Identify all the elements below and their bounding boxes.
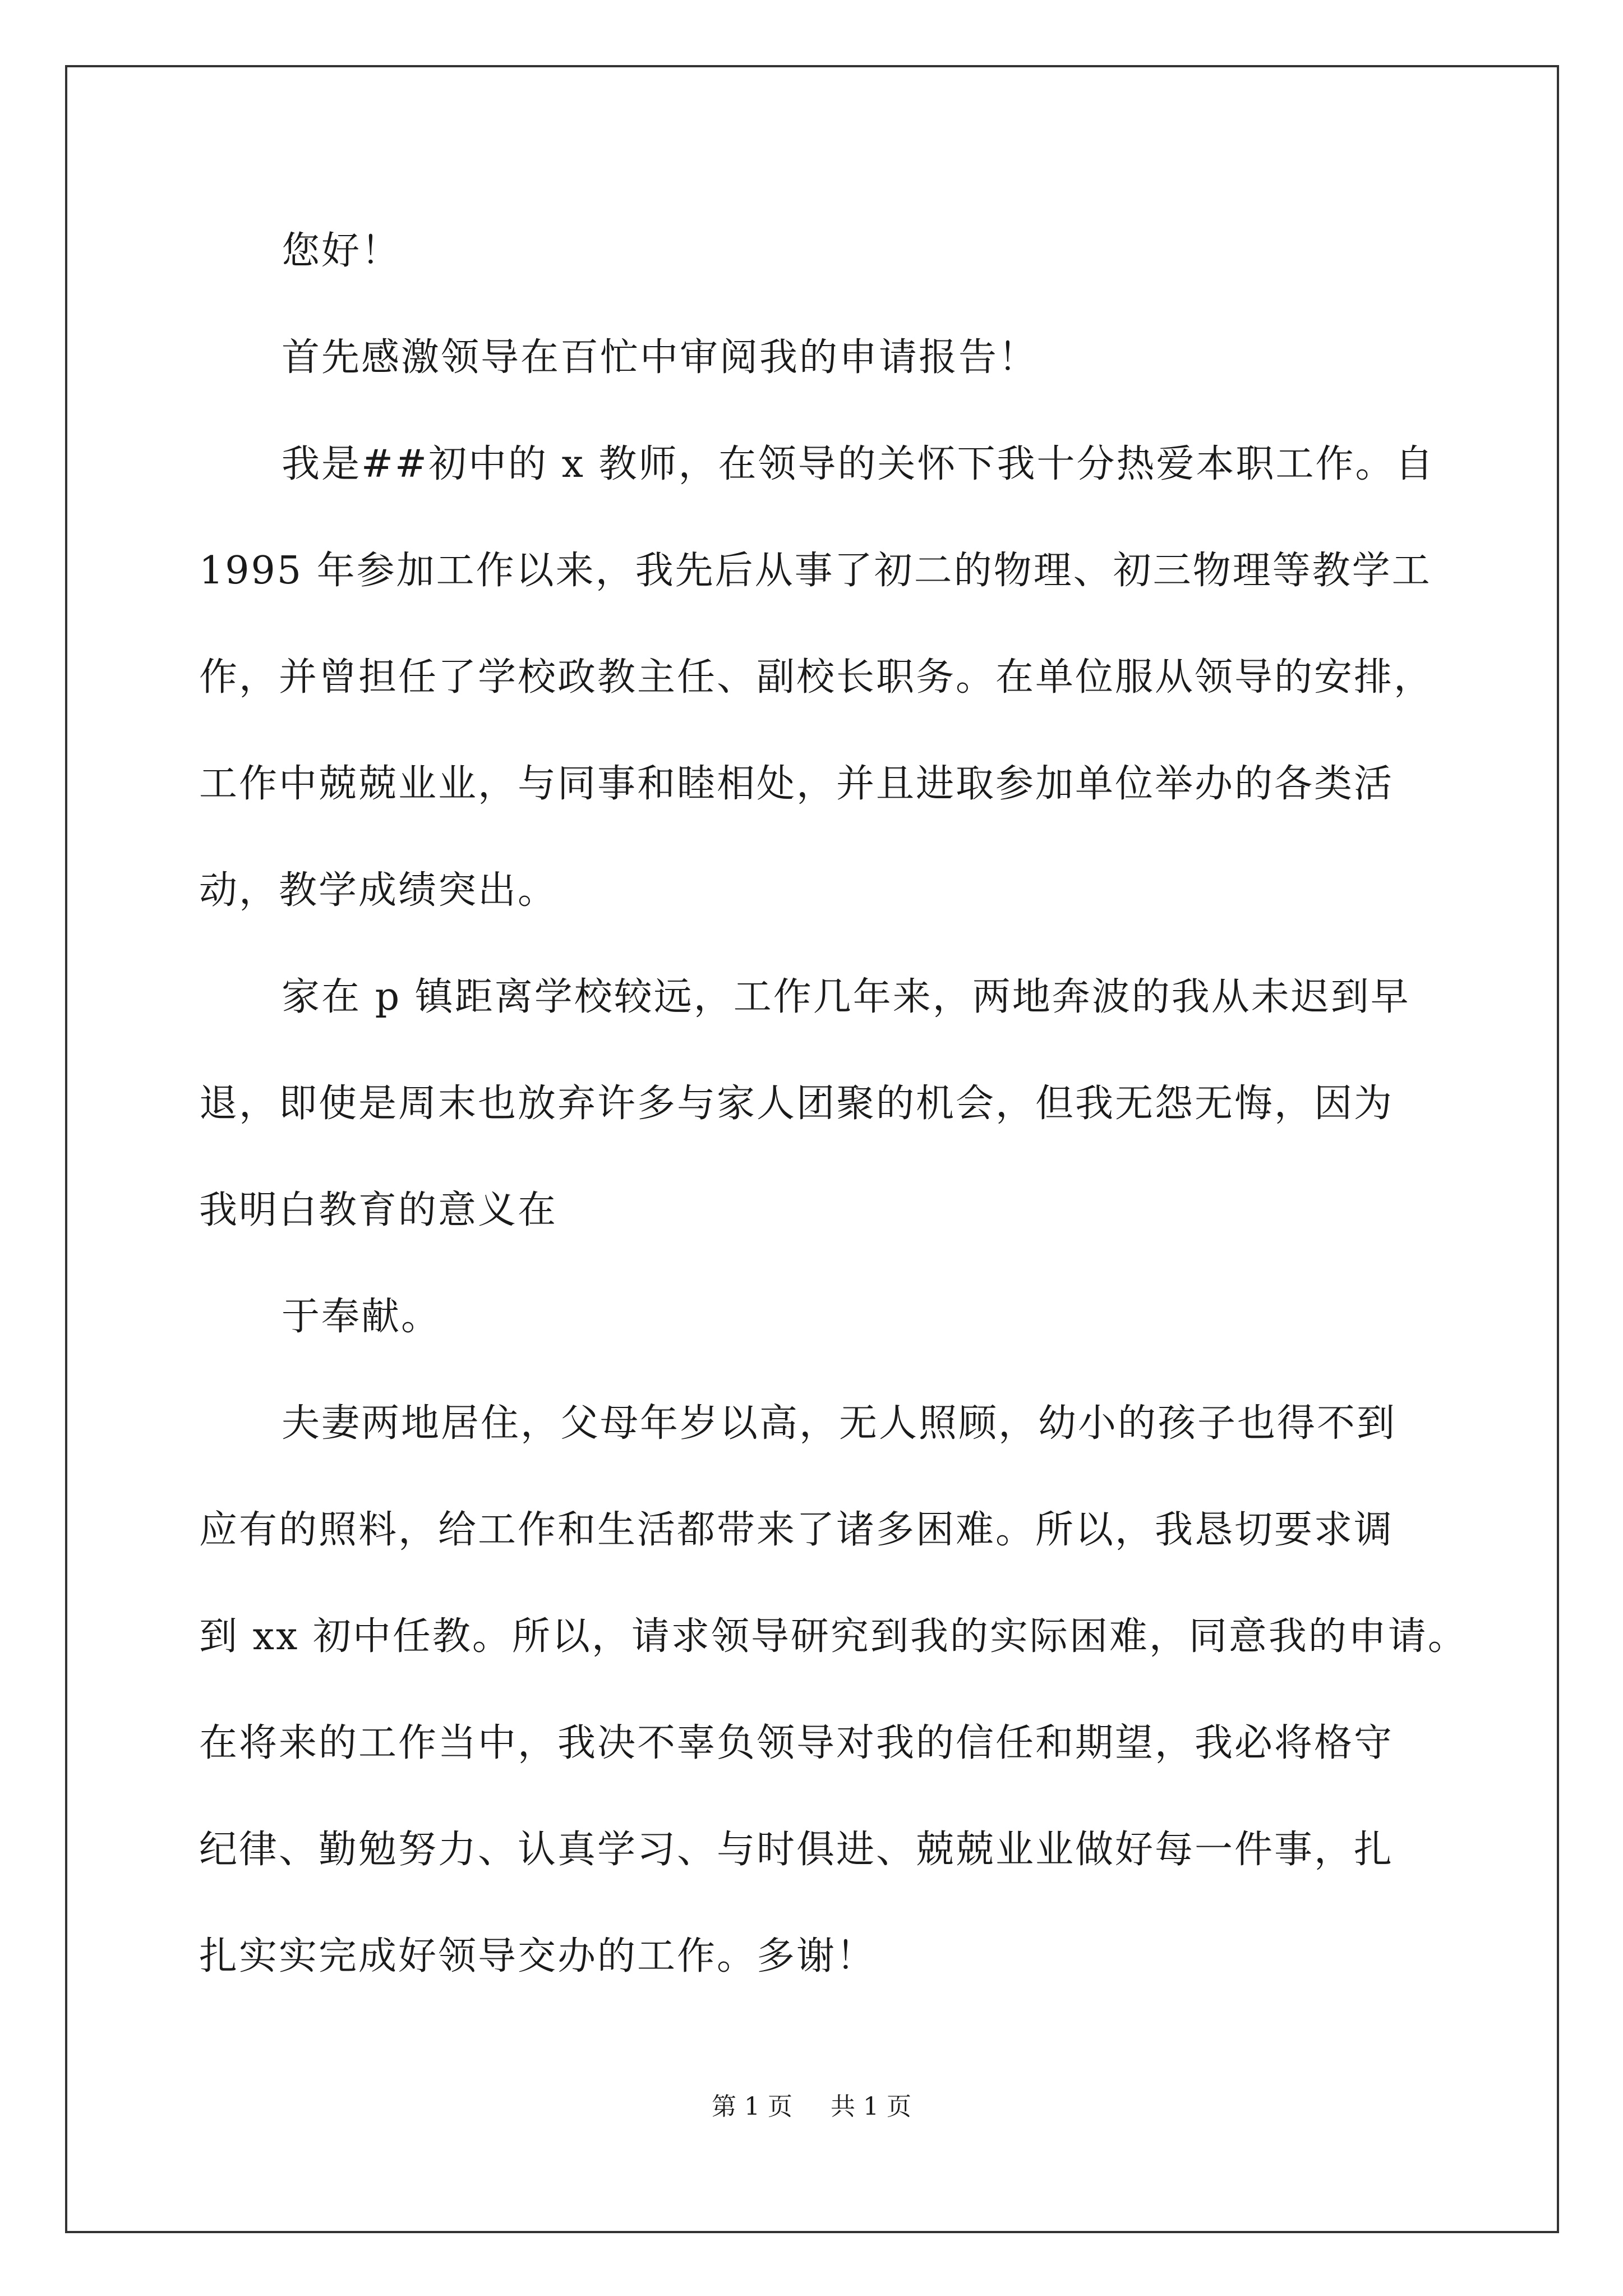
body-line: 夫妻两地居住，父母年岁以高，无人照顾，幼小的孩子也得不到: [282, 1401, 1397, 1446]
body-line: 家在 p 镇距离学校较远，工作几年来，两地奔波的我从未迟到早: [282, 975, 1410, 1019]
body-line: 我是##初中的 x 教师，在领导的关怀下我十分热爱本职工作。自: [282, 442, 1435, 486]
page-number-current: 第 1 页: [712, 2092, 792, 2121]
body-line: 应有的照料，给工作和生活都带来了诸多困难。所以，我恳切要求调: [199, 1508, 1394, 1552]
page-number-total: 共 1 页: [831, 2092, 911, 2121]
closing-line: 扎实实完成好领导交办的工作。多谢！: [199, 1934, 877, 1978]
body-line: 于奉献。: [282, 1295, 441, 1339]
body-line: 纪律、勤勉努力、认真学习、与时俱进、兢兢业业做好每一件事，扎: [199, 1828, 1394, 1872]
body-line: 动，教学成绩突出。: [199, 868, 558, 913]
body-line: 退，即使是周末也放弃许多与家人团聚的机会，但我无怨无悔，因为: [199, 1082, 1394, 1126]
page-border: [65, 65, 1559, 2233]
body-line: 工作中兢兢业业，与同事和睦相处，并且进取参加单位举办的各类活: [199, 762, 1394, 806]
body-line: 到 xx 初中任教。所以，请求领导研究到我的实际困难，同意我的申请。: [199, 1614, 1468, 1659]
page-footer: [0, 2090, 1623, 2124]
body-line: 1995 年参加工作以来，我先后从事了初二的物理、初三物理等教学工: [199, 549, 1432, 593]
body-line: 作，并曾担任了学校政教主任、副校长职务。在单位服从领导的安排，: [199, 655, 1434, 700]
salutation-line: 您好！: [282, 229, 402, 273]
body-line: 我明白教育的意义在: [199, 1188, 558, 1232]
body-line: 首先感激领导在百忙中审阅我的申请报告！: [282, 335, 1039, 380]
body-line: 在将来的工作当中，我决不辜负领导对我的信任和期望，我必将格守: [199, 1721, 1394, 1765]
